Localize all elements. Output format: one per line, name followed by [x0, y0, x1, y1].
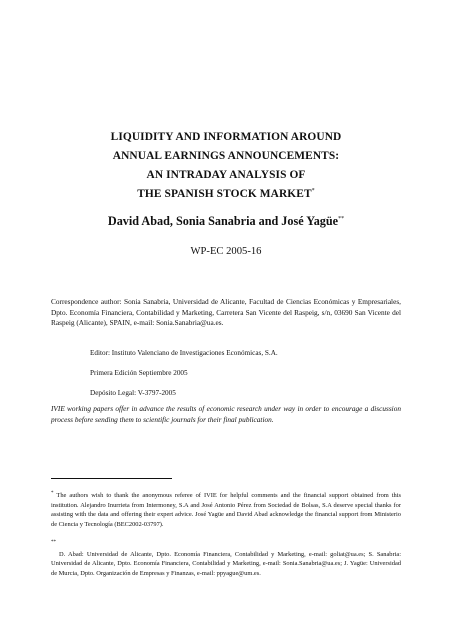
legal-deposit-line: Depósito Legal: V-3797-2005 — [90, 389, 176, 397]
footnote-affiliations — [51, 540, 401, 578]
author-names: David Abad, Sonia Sanabria and José Yagüe — [107, 214, 339, 228]
title-line-4-text: THE SPANISH STOCK MARKET — [137, 188, 312, 200]
ivie-disclaimer: IVIE working papers offer in advance the results of economic research under way in order to encourage a discussion process before sending them to scientific journals for their final publication. — [51, 404, 401, 424]
working-paper-id: WP-EC 2005-16 — [190, 246, 262, 257]
edition-line: Primera Edición Septiembre 2005 — [90, 369, 188, 377]
title-line-4 — [60, 185, 392, 204]
title-footnote-mark: * — [311, 188, 315, 195]
footnote-text: The authors wish to thank the anonymous referee of IVIE for helpful comments and the financial support obtained from this institution. Alejandro Inurrieta from Intermoney, S.A and José Antonio Pérez from Sociedad de Bolsas, S.A deserve special thanks for assisting with the data and offering their expert advice. José Yagüe and David Abad acknowledge the financial support from Ministerio de Ciencia y Tecnología (BEC2002-03797). — [51, 492, 402, 528]
footnote-acknowledgements — [51, 491, 401, 529]
footnote-mark: * — [51, 490, 54, 496]
footnote-mark: ** — [51, 539, 56, 545]
title-line-2: ANNUAL EARNINGS ANNOUNCEMENTS: — [112, 150, 340, 162]
paper-title — [60, 128, 392, 204]
title-line-1: LIQUIDITY AND INFORMATION AROUND — [110, 131, 342, 143]
editor-line: Editor: Instituto Valenciano de Investigaciones Económicas, S.A. — [90, 349, 278, 357]
footnote-text: D. Abad: Universidad de Alicante, Dpto. Economía Financiera, Contabilidad y Marketing, e-mail: goliat@ua.es; S. Sanabria: Universidad de Alicante, Dpto. Economía Financiera, Contabilidad y Marketing, e-mail: Sonia.Sanabria@ua.es; J. Yagüe: Universidad de Murcia, Dpto. Organización de Empresas y Finanzas, e-mail: ppyague@um.es. — [51, 550, 401, 577]
author-footnote-mark: ** — [338, 215, 345, 222]
footnote-separator — [51, 478, 172, 479]
title-line-3: AN INTRADAY ANALYSIS OF — [146, 169, 306, 181]
correspondence-paragraph: Correspondence author: Sonia Sanabria, Universidad de Alicante, Facultad de Ciencias Económicas y Empresariales, Dpto. Economía Financiera, Contabilidad y Marketing, Carretera San Vicente del Raspeig, s/n, 03690 San Vicente del Raspeig (Alicante), SPAIN, e-mail: Sonia.Sanabria@ua.es. — [51, 297, 401, 328]
author-list — [40, 214, 412, 229]
